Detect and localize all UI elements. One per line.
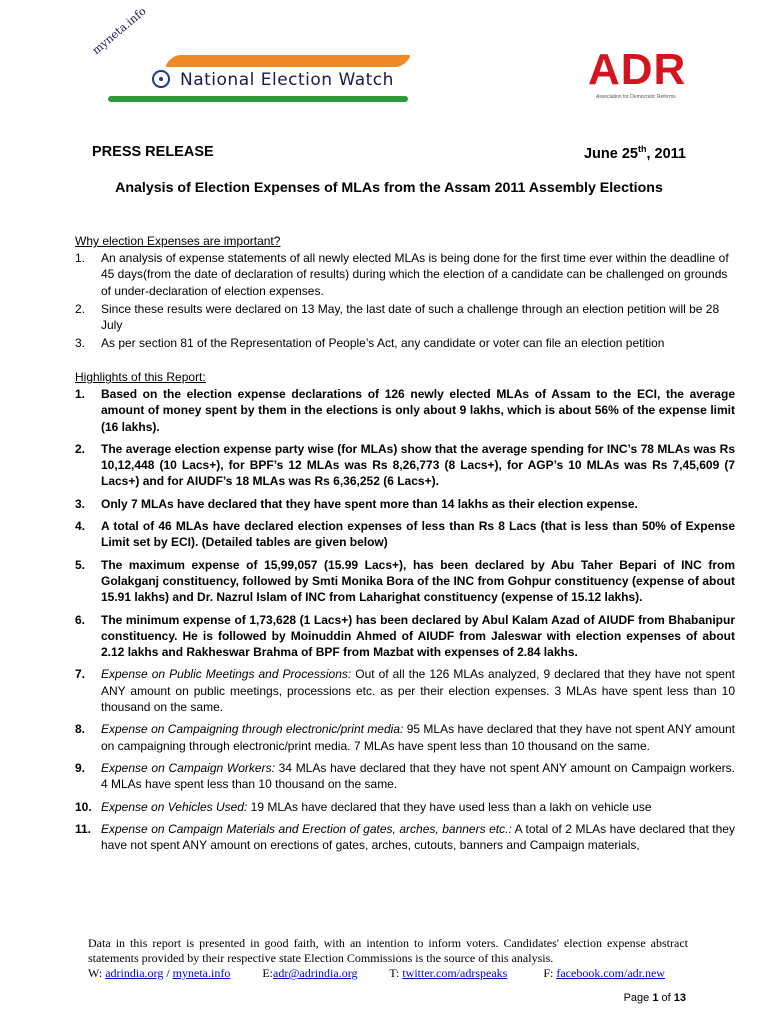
list-item bbox=[75, 666, 735, 715]
list-item bbox=[75, 386, 735, 435]
item-text: A total of 46 MLAs have declared election expenses of less than Rs 8 Lacs (that is less than 50% of Expense Limit set by ECI). (Detailed tables are given below) bbox=[101, 519, 735, 550]
item-number: 11. bbox=[75, 821, 92, 836]
date-prefix: June 25 bbox=[583, 145, 638, 162]
item-lead: Expense on Campaign Workers: bbox=[101, 760, 275, 775]
twitter-label: T: bbox=[389, 966, 403, 980]
footer bbox=[88, 936, 688, 981]
list-item bbox=[75, 799, 735, 815]
item-text: The maximum expense of 15,99,057 (15.99 Lacs+), has been declared by Abu Taher Bepari of INC from Golakganj constituency, followed by Smti Monika Bora of the INC from Gohpur constituency (expense of about 15.91 lakhs) and Dr. Nazrul Islam of INC from Laharighat constituency (expense of 15.12 lakhs). bbox=[101, 557, 735, 605]
highlights-list bbox=[75, 386, 735, 859]
item-text: 95 MLAs have declared that they have not spent ANY amount on campaigning through electronic/print media. 7 MLAs have spent less than 10 thousand on the same. bbox=[101, 722, 736, 753]
email-label: E: bbox=[262, 966, 273, 980]
item-number: 1. bbox=[75, 251, 86, 265]
list-item bbox=[75, 250, 735, 299]
item-number: 8. bbox=[75, 722, 86, 737]
date-year: , 2011 bbox=[646, 145, 686, 162]
item-number: 2. bbox=[75, 441, 86, 456]
list-item bbox=[75, 518, 735, 551]
list-item bbox=[75, 760, 735, 793]
ashoka-wheel-icon bbox=[152, 70, 170, 88]
item-text: Only 7 MLAs have declared that they have spent more than 14 lakhs as their election expense. bbox=[101, 496, 638, 511]
national-election-watch-label: National Election Watch bbox=[180, 70, 394, 90]
date-suffix-sup: th bbox=[637, 144, 647, 154]
item-number: 4. bbox=[75, 519, 86, 534]
press-release-label: PRESS RELEASE bbox=[92, 144, 214, 160]
why-heading: Why election Expenses are important? bbox=[75, 234, 281, 248]
footer-links bbox=[88, 966, 688, 981]
email-link[interactable]: adr@adrindia.org bbox=[273, 966, 358, 980]
highlights-heading: Highlights of this Report: bbox=[75, 370, 206, 384]
release-date bbox=[584, 144, 686, 162]
item-number: 6. bbox=[75, 612, 86, 627]
myneta-link[interactable]: myneta.info bbox=[172, 966, 231, 980]
item-number: 3. bbox=[75, 496, 86, 511]
item-number: 7. bbox=[75, 667, 86, 682]
item-lead: Expense on Campaign Materials and Erection of gates, arches, banners etc.: bbox=[101, 821, 512, 836]
adr-subtitle: Association for Democratic Reforms bbox=[596, 94, 676, 100]
facebook-label: F: bbox=[543, 966, 557, 980]
item-lead: Expense on Public Meetings and Processions: bbox=[101, 667, 352, 682]
item-text: The minimum expense of 1,73,628 (1 Lacs+) has been declared by Abul Kalam Azad of AIUDF from Bhabanipur constituency. He is followed by Moinuddin Ahmed of AIUDF from Jaleswar with election expenses of about 2.12 lakhs and Rakheswar Brahma of BPF from Mazbat with expenses of 2.84 lakhs. bbox=[101, 612, 735, 660]
item-text: 19 MLAs have declared that they have used less than a lakh on vehicle use bbox=[247, 799, 652, 814]
link-separator: / bbox=[163, 966, 173, 980]
item-text: Based on the election expense declarations of 126 newly elected MLAs of Assam to the ECI, the average amount of money spent by them in the elections is only about 9 lakhs, which is about 56% of the expense limit (16 lakhs). bbox=[101, 387, 735, 434]
list-item bbox=[75, 612, 735, 661]
list-item bbox=[75, 557, 735, 606]
page-total: 13 bbox=[673, 992, 686, 1004]
page-number bbox=[624, 992, 686, 1004]
myneta-label: myneta.info bbox=[89, 4, 149, 58]
logo-green-stroke bbox=[108, 96, 408, 102]
adr-logo bbox=[588, 45, 692, 104]
page-prefix: Page bbox=[623, 992, 653, 1004]
list-item bbox=[75, 721, 735, 754]
item-number: 9. bbox=[75, 760, 86, 775]
item-text: Out of all the 126 MLAs analyzed, 9 declared that they have not spent ANY amount on public meetings, processions etc. as per their election expenses. 3 MLAs have spent less than 10 thousand on the same. bbox=[101, 667, 735, 715]
item-number: 1. bbox=[75, 387, 86, 401]
item-number: 2. bbox=[75, 301, 86, 316]
page-title: Analysis of Election Expenses of MLAs from the Assam 2011 Assembly Elections bbox=[115, 180, 663, 196]
item-number: 10. bbox=[75, 799, 92, 814]
facebook-link[interactable]: facebook.com/adr.new bbox=[556, 966, 665, 980]
adr-wordmark: ADR bbox=[588, 45, 687, 94]
item-number: 5. bbox=[75, 557, 86, 572]
item-text: The average election expense party wise (for MLAs) show that the average spending for INC’s 78 MLAs was Rs 10,12,448 (10 Lacs+), for BPF’s 12 MLAs was Rs 8,26,773 (8 Lacs+), for AGP’s 10 MLAs was Rs 7,45,609 (7 Lacs+) and for AIUDF’s 18 MLAs was Rs 6,36,252 (6 Lacs+). bbox=[101, 441, 735, 489]
website-label: W: bbox=[88, 966, 106, 980]
list-item bbox=[75, 301, 735, 334]
list-item bbox=[75, 441, 735, 490]
item-text: 34 MLAs have declared that they have not spent ANY amount on Campaign workers. 4 MLAs have spent less than 10 thousand on the same. bbox=[101, 760, 735, 792]
page-of: of bbox=[658, 992, 674, 1004]
page-current: 1 bbox=[652, 992, 659, 1004]
list-item bbox=[75, 821, 735, 854]
item-number: 3. bbox=[75, 336, 86, 351]
disclaimer: Data in this report is presented in good faith, with an intention to inform voters. Candidates' election expense abstract statements provided by their respective state Election Commissions is the source of this analysis. bbox=[88, 936, 688, 965]
item-text: A total of 2 MLAs have declared that they have not spent ANY amount on erections of gates, arches, cutouts, banners and Campaign materials, bbox=[101, 821, 735, 853]
logo-orange-stroke bbox=[165, 55, 411, 67]
why-list bbox=[75, 250, 735, 354]
twitter-link[interactable]: twitter.com/adrspeaks bbox=[402, 966, 508, 980]
item-lead: Expense on Campaigning through electronic/print media: bbox=[101, 722, 404, 737]
item-text: As per section 81 of the Representation of People’s Act, any candidate or voter can file an election petition bbox=[101, 336, 665, 351]
item-text: Since these results were declared on 13 May, the last date of such a challenge through an election petition will be 28 July bbox=[101, 301, 720, 333]
list-item bbox=[75, 496, 735, 512]
item-lead: Expense on Vehicles Used: bbox=[101, 799, 248, 814]
list-item bbox=[75, 335, 735, 351]
item-text: An analysis of expense statements of all newly elected MLAs is being done for the first time ever within the deadline of 45 days(from the date of declaration of results) during which the election of a candidate can be challenged on grounds of under-declaration of election expenses. bbox=[101, 251, 729, 298]
adrindia-link[interactable]: adrindia.org bbox=[105, 966, 164, 980]
